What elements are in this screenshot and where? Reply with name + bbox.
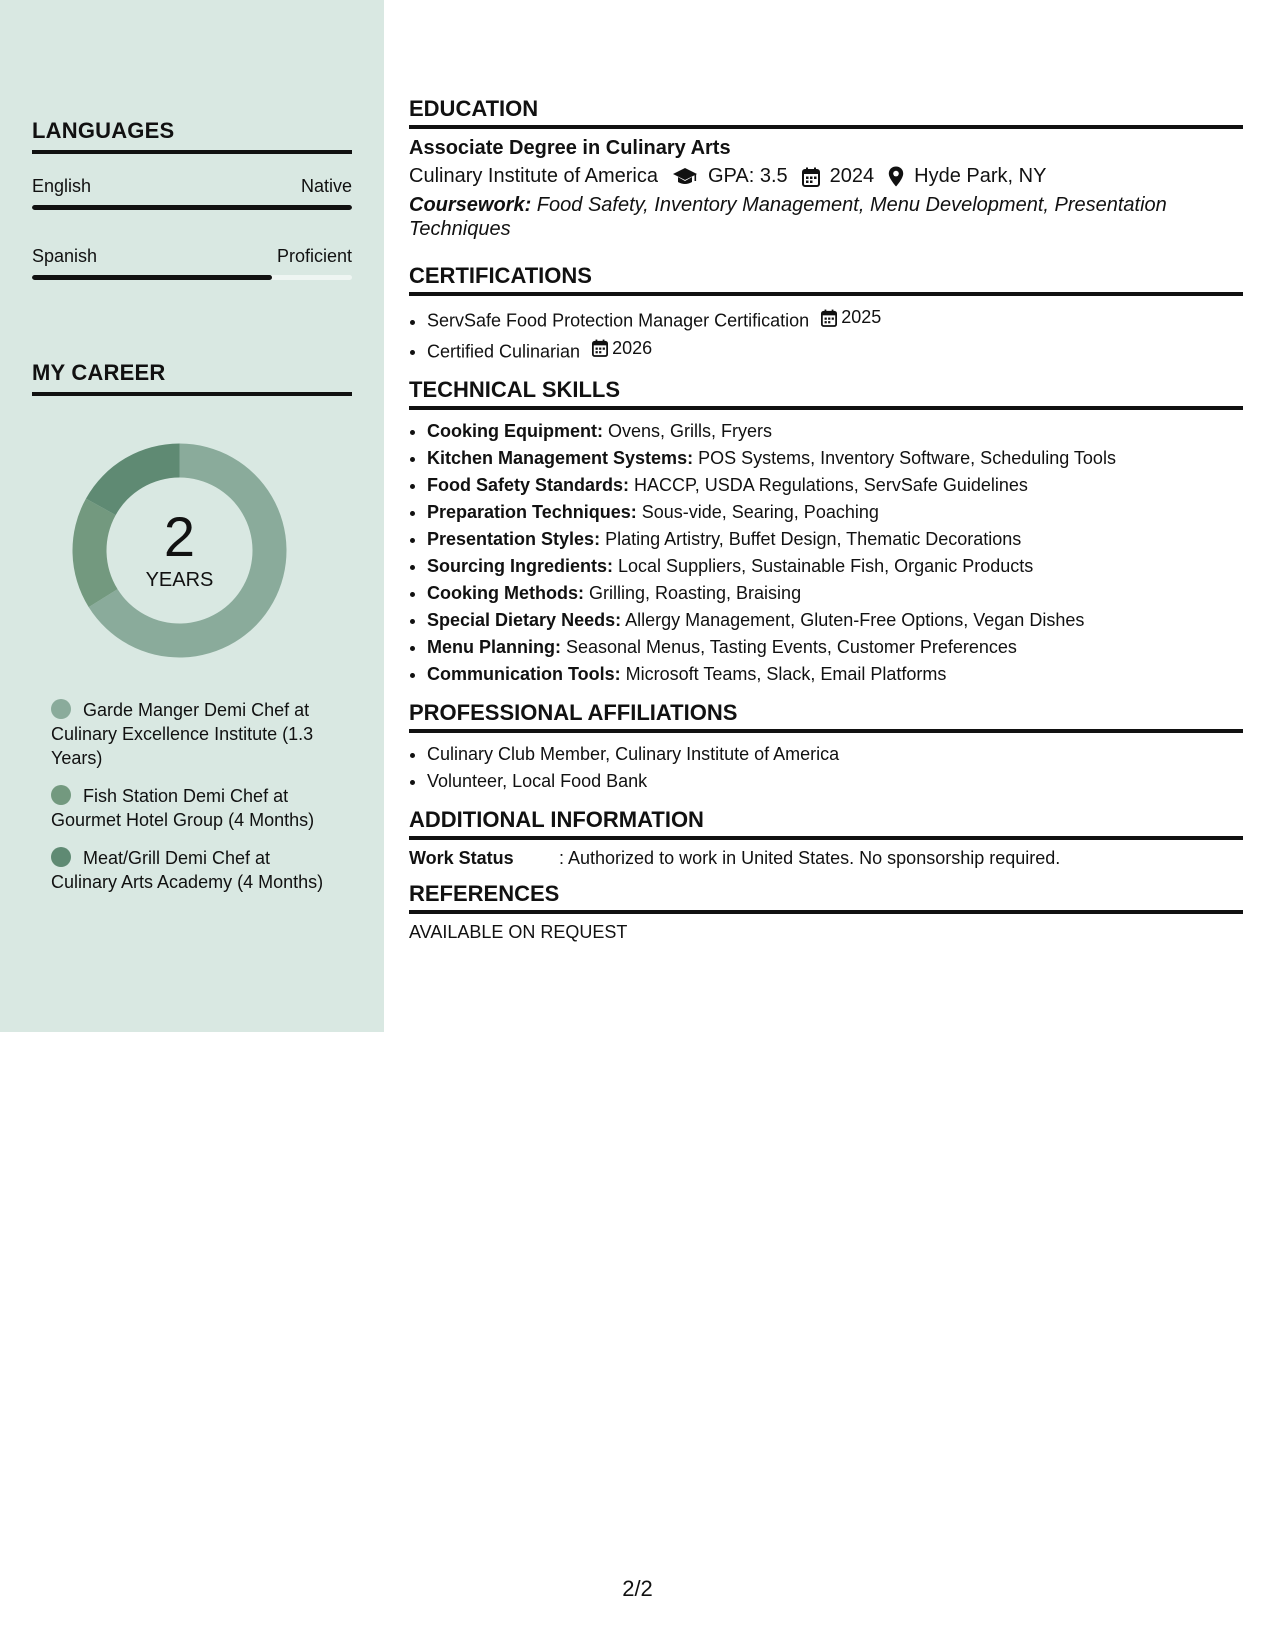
skill-item bbox=[427, 526, 1243, 553]
technical-skills-section bbox=[409, 377, 1243, 688]
education-heading: EDUCATION bbox=[409, 96, 1243, 129]
certification-item bbox=[427, 304, 1243, 335]
language-proficiency-bar bbox=[32, 205, 352, 210]
work-status-label: Work Status bbox=[409, 848, 514, 868]
career-role-text: Meat/Grill Demi Chef at Culinary Arts Academy (4 Months) bbox=[51, 848, 324, 892]
career-total bbox=[67, 438, 292, 663]
skill-item bbox=[427, 445, 1243, 472]
skill-value: Grilling, Roasting, Braising bbox=[583, 583, 802, 603]
references-heading: REFERENCES bbox=[409, 881, 1243, 914]
skill-value: Local Suppliers, Sustainable Fish, Organic Products bbox=[613, 556, 1034, 576]
skill-label: Communication Tools: bbox=[427, 664, 621, 684]
skill-label: Presentation Styles: bbox=[427, 529, 601, 549]
skill-item bbox=[427, 418, 1243, 445]
skill-label: Special Dietary Needs: bbox=[427, 610, 622, 630]
certifications-list bbox=[409, 304, 1243, 365]
certification-item bbox=[427, 335, 1243, 366]
work-status-row bbox=[409, 848, 1243, 869]
skill-value: Plating Artistry, Buffet Design, Thematic Decorations bbox=[600, 529, 1022, 549]
education-gpa: GPA: 3.5 bbox=[708, 165, 788, 187]
skill-value: Seasonal Menus, Tasting Events, Customer Preferences bbox=[561, 637, 1017, 657]
language-proficiency-fill bbox=[32, 205, 352, 210]
education-section bbox=[409, 96, 1243, 241]
languages-heading: LANGUAGES bbox=[32, 118, 352, 154]
certification-year: 2026 bbox=[612, 337, 653, 358]
skill-item bbox=[427, 607, 1243, 634]
career-total-unit: YEARS bbox=[145, 569, 214, 591]
technical-skills-list bbox=[409, 418, 1243, 688]
skill-label: Cooking Methods: bbox=[427, 583, 584, 603]
main-content bbox=[409, 96, 1243, 955]
coursework-label: Coursework: bbox=[409, 194, 532, 216]
career-legend-dot bbox=[51, 785, 71, 805]
education-coursework bbox=[409, 193, 1243, 241]
work-status-value: : Authorized to work in United States. No sponsorship required. bbox=[559, 848, 1061, 868]
calendar-icon bbox=[821, 309, 837, 327]
affiliations-list bbox=[409, 741, 1243, 795]
skill-value: POS Systems, Inventory Software, Scheduling Tools bbox=[693, 448, 1116, 468]
calendar-icon bbox=[592, 339, 608, 357]
affiliation-item: • Volunteer, Local Food Bank bbox=[427, 768, 1243, 795]
career-heading: MY CAREER bbox=[32, 360, 352, 396]
skill-item bbox=[427, 553, 1243, 580]
education-year: 2024 bbox=[829, 165, 875, 187]
career-role-item bbox=[51, 784, 341, 832]
affiliation-item: • Culinary Club Member, Culinary Institute of America bbox=[427, 741, 1243, 768]
language-name: English bbox=[32, 176, 92, 196]
skill-value: Allergy Management, Gluten-Free Options, Vegan Dishes bbox=[621, 610, 1085, 630]
skill-label: Preparation Techniques: bbox=[427, 502, 637, 522]
career-role-item bbox=[51, 846, 341, 894]
skill-value: Microsoft Teams, Slack, Email Platforms bbox=[620, 664, 947, 684]
skill-label: Sourcing Ingredients: bbox=[427, 556, 614, 576]
location-pin-icon bbox=[888, 166, 904, 187]
calendar-icon bbox=[802, 167, 820, 187]
certification-year: 2025 bbox=[841, 307, 882, 327]
language-row-english bbox=[32, 176, 352, 210]
sidebar bbox=[0, 0, 384, 1032]
career-role-item bbox=[51, 698, 341, 770]
certifications-section bbox=[409, 263, 1243, 365]
career-role-text: Garde Manger Demi Chef at Culinary Excellence Institute (1.3 Years) bbox=[51, 700, 314, 768]
language-proficiency-fill bbox=[32, 275, 272, 280]
education-school: Culinary Institute of America bbox=[409, 165, 658, 187]
skill-item bbox=[427, 580, 1243, 607]
language-name: Spanish bbox=[32, 246, 98, 266]
coursework-list: Food Safety, Inventory Management, Menu Development, Presentation Techniques bbox=[409, 194, 1167, 240]
references-section bbox=[409, 881, 1243, 943]
skill-item bbox=[427, 499, 1243, 526]
skill-label: Cooking Equipment: bbox=[427, 421, 603, 441]
skill-item bbox=[427, 634, 1243, 661]
career-total-number: 2 bbox=[163, 505, 196, 568]
skill-label: Menu Planning: bbox=[427, 637, 561, 657]
graduation-cap-icon bbox=[672, 167, 698, 187]
language-level: Proficient bbox=[276, 246, 352, 266]
skill-item bbox=[427, 472, 1243, 499]
certification-name: ServSafe Food Protection Manager Certification bbox=[427, 310, 810, 331]
references-text: AVAILABLE ON REQUEST bbox=[409, 922, 628, 942]
language-level: Native bbox=[300, 176, 352, 196]
skill-label: Food Safety Standards: bbox=[427, 475, 630, 495]
career-role-list bbox=[51, 698, 341, 908]
additional-info-heading: ADDITIONAL INFORMATION bbox=[409, 807, 1243, 840]
skill-label: Kitchen Management Systems: bbox=[427, 448, 694, 468]
education-degree: Associate Degree in Culinary Arts bbox=[409, 137, 731, 159]
technical-skills-heading: TECHNICAL SKILLS bbox=[409, 377, 1243, 410]
skill-value: HACCP, USDA Regulations, ServSafe Guidelines bbox=[629, 475, 1028, 495]
language-row-spanish bbox=[32, 246, 352, 280]
career-role-text: Fish Station Demi Chef at Gourmet Hotel Group (4 Months) bbox=[51, 786, 315, 830]
certification-name: Certified Culinarian bbox=[427, 341, 581, 361]
skill-value: Sous-vide, Searing, Poaching bbox=[636, 502, 879, 522]
education-location: Hyde Park, NY bbox=[914, 165, 1047, 187]
additional-info-section bbox=[409, 807, 1243, 869]
career-legend-dot bbox=[51, 847, 71, 867]
skill-item bbox=[427, 661, 1243, 688]
career-legend-dot bbox=[51, 699, 71, 719]
page-number: 2/2 bbox=[622, 1576, 653, 1601]
affiliations-section bbox=[409, 700, 1243, 795]
skill-value: Ovens, Grills, Fryers bbox=[602, 421, 772, 441]
affiliations-heading: PROFESSIONAL AFFILIATIONS bbox=[409, 700, 1243, 733]
certifications-heading: CERTIFICATIONS bbox=[409, 263, 1243, 296]
language-proficiency-bar bbox=[32, 275, 352, 280]
education-meta bbox=[409, 165, 1243, 188]
